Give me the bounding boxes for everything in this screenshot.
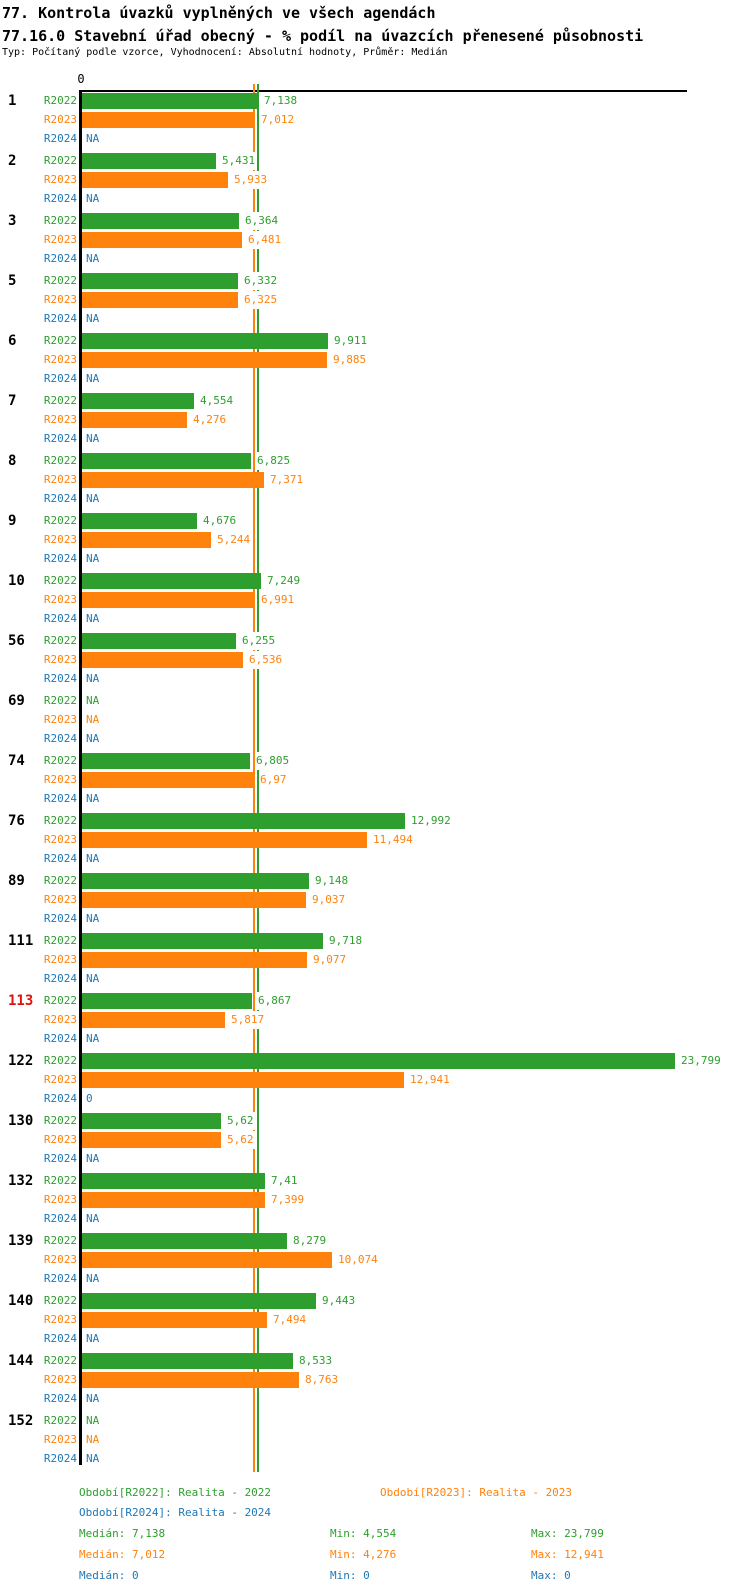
value-label-r2022: 6,255 [241,632,276,650]
bar-r2022 [82,333,328,349]
series-label-r2024: R2024 [43,672,77,685]
series-label-r2022: R2022 [43,634,77,647]
value-label-r2024: NA [85,430,100,448]
bar-r2022 [82,1053,675,1069]
series-label-r2023: R2023 [43,1313,77,1326]
series-label-r2023: R2023 [43,113,77,126]
group-id-label: 69 [8,693,25,709]
value-label-r2023: 9,077 [312,951,347,969]
bar-group-122 [0,1051,750,1111]
bar-r2022 [82,1113,221,1129]
value-label-r2022: 4,676 [202,512,237,530]
bar-group-140 [0,1291,750,1351]
series-label-r2024: R2024 [43,1092,77,1105]
value-label-r2024: NA [85,190,100,208]
stat-min-r2022: Min: 4,554 [330,1527,397,1540]
bar-r2023 [82,892,306,908]
stat-max-r2023: Max: 12,941 [531,1548,604,1561]
value-label-r2022: 9,718 [328,932,363,950]
value-label-r2023: 6,481 [247,231,282,249]
value-label-r2024: NA [85,550,100,568]
bar-r2022 [82,573,261,589]
bar-r2022 [82,753,250,769]
value-label-r2024: NA [85,910,100,928]
series-label-r2022: R2022 [43,814,77,827]
bar-r2023 [82,592,255,608]
value-label-r2023: NA [85,1431,100,1449]
value-label-r2023: 7,012 [260,111,295,129]
value-label-r2023: 11,494 [372,831,414,849]
stat-max-r2022: Max: 23,799 [531,1527,604,1540]
bar-r2022 [82,633,236,649]
group-id-label: 140 [8,1293,34,1309]
value-label-r2024: NA [85,1030,100,1048]
bar-r2023 [82,1192,265,1208]
legend-r2024: Období[R2024]: Realita - 2024 [79,1506,272,1519]
group-id-label: 111 [8,933,34,949]
value-label-r2022: 5,431 [221,152,256,170]
value-label-r2023: 5,933 [233,171,268,189]
bar-r2023 [82,472,264,488]
series-label-r2023: R2023 [43,533,77,546]
group-id-label: 9 [8,513,17,529]
value-label-r2024: NA [85,1330,100,1348]
value-label-r2022: NA [85,1412,100,1430]
value-label-r2022: 6,364 [244,212,279,230]
value-label-r2022: 7,41 [270,1172,299,1190]
bar-r2022 [82,1353,293,1369]
value-label-r2023: 9,037 [311,891,346,909]
report-subtitle: 77.16.0 Stavební úřad obecný - % podíl na úvazcích přenesené působnosti [2,27,644,45]
value-label-r2022: 6,805 [255,752,290,770]
series-label-r2023: R2023 [43,953,77,966]
bar-r2023 [82,112,255,128]
series-label-r2023: R2023 [43,413,77,426]
series-label-r2024: R2024 [43,192,77,205]
series-label-r2022: R2022 [43,1174,77,1187]
report-title: 77. Kontrola úvazků vyplněných ve všech agendách [2,4,436,22]
bar-r2023 [82,412,187,428]
series-label-r2022: R2022 [43,514,77,527]
series-label-r2024: R2024 [43,1392,77,1405]
series-label-r2024: R2024 [43,1332,77,1345]
stat-min-r2023: Min: 4,276 [330,1548,397,1561]
value-label-r2023: 6,991 [260,591,295,609]
bar-r2022 [82,513,197,529]
bar-group-111 [0,931,750,991]
series-label-r2024: R2024 [43,312,77,325]
series-label-r2024: R2024 [43,1452,77,1465]
value-label-r2024: NA [85,610,100,628]
series-label-r2023: R2023 [43,1253,77,1266]
series-label-r2024: R2024 [43,1152,77,1165]
series-label-r2024: R2024 [43,372,77,385]
series-label-r2023: R2023 [43,1373,77,1386]
value-label-r2023: 8,763 [304,1371,339,1389]
bar-r2022 [82,1173,265,1189]
value-label-r2024: NA [85,1210,100,1228]
series-label-r2022: R2022 [43,754,77,767]
bar-r2022 [82,273,238,289]
series-label-r2022: R2022 [43,1114,77,1127]
value-label-r2022: 8,279 [292,1232,327,1250]
group-id-label: 89 [8,873,25,889]
value-label-r2024: NA [85,670,100,688]
group-id-label: 6 [8,333,17,349]
value-label-r2023: 10,074 [337,1251,379,1269]
bar-group-7 [0,391,750,451]
value-label-r2024: NA [85,1450,100,1468]
series-label-r2022: R2022 [43,394,77,407]
group-id-label: 2 [8,153,17,169]
series-label-r2022: R2022 [43,874,77,887]
group-id-label: 74 [8,753,25,769]
value-label-r2022: 6,825 [256,452,291,470]
value-label-r2022: 9,148 [314,872,349,890]
bar-r2023 [82,232,242,248]
series-label-r2024: R2024 [43,132,77,145]
value-label-r2023: 5,244 [216,531,251,549]
series-label-r2022: R2022 [43,934,77,947]
series-label-r2023: R2023 [43,293,77,306]
series-label-r2024: R2024 [43,792,77,805]
series-label-r2024: R2024 [43,612,77,625]
series-label-r2024: R2024 [43,852,77,865]
series-label-r2024: R2024 [43,1272,77,1285]
series-label-r2023: R2023 [43,773,77,786]
value-label-r2024: NA [85,730,100,748]
series-label-r2023: R2023 [43,473,77,486]
series-label-r2023: R2023 [43,1433,77,1446]
value-label-r2024: NA [85,1150,100,1168]
bar-r2023 [82,952,307,968]
group-id-label: 8 [8,453,17,469]
group-id-label: 144 [8,1353,34,1369]
value-label-r2022: 7,138 [263,92,298,110]
bar-group-132 [0,1171,750,1231]
bar-group-8 [0,451,750,511]
value-label-r2022: 4,554 [199,392,234,410]
group-id-label: 3 [8,213,17,229]
bar-r2022 [82,1233,287,1249]
bar-group-152 [0,1411,750,1471]
series-label-r2024: R2024 [43,552,77,565]
series-label-r2023: R2023 [43,893,77,906]
bar-group-74 [0,751,750,811]
value-label-r2023: 4,276 [192,411,227,429]
bar-r2023 [82,652,243,668]
bar-r2023 [82,172,228,188]
series-label-r2024: R2024 [43,732,77,745]
value-label-r2024: NA [85,250,100,268]
series-label-r2023: R2023 [43,593,77,606]
bar-r2023 [82,352,327,368]
value-label-r2022: 8,533 [298,1352,333,1370]
bar-r2023 [82,1072,404,1088]
bar-r2022 [82,213,239,229]
bar-r2023 [82,1312,267,1328]
value-label-r2022: 23,799 [680,1052,722,1070]
bar-group-56 [0,631,750,691]
value-label-r2024: NA [85,130,100,148]
value-label-r2024: NA [85,850,100,868]
value-label-r2024: NA [85,790,100,808]
series-label-r2024: R2024 [43,432,77,445]
group-id-label: 10 [8,573,25,589]
stat-max-r2024: Max: 0 [531,1569,571,1582]
legend-r2023: Období[R2023]: Realita - 2023 [380,1486,573,1499]
bar-r2023 [82,772,254,788]
series-label-r2022: R2022 [43,1294,77,1307]
group-id-label: 113 [8,993,34,1009]
value-label-r2024: 0 [85,1090,94,1108]
series-label-r2022: R2022 [43,154,77,167]
bar-r2023 [82,532,211,548]
series-label-r2022: R2022 [43,1414,77,1427]
stat-median-r2024: Medián: 0 [79,1569,139,1582]
bar-r2022 [82,153,216,169]
value-label-r2024: NA [85,970,100,988]
bar-r2022 [82,1293,316,1309]
bar-group-130 [0,1111,750,1171]
value-label-r2022: NA [85,692,100,710]
value-label-r2022: 6,867 [257,992,292,1010]
series-label-r2022: R2022 [43,994,77,1007]
group-id-label: 56 [8,633,25,649]
bar-group-1 [0,91,750,151]
series-label-r2024: R2024 [43,492,77,505]
legend-r2022: Období[R2022]: Realita - 2022 [79,1486,272,1499]
value-label-r2022: 9,443 [321,1292,356,1310]
series-label-r2022: R2022 [43,454,77,467]
series-label-r2022: R2022 [43,694,77,707]
bar-r2023 [82,1372,299,1388]
value-label-r2023: 7,371 [269,471,304,489]
value-label-r2024: NA [85,490,100,508]
value-label-r2022: 9,911 [333,332,368,350]
bar-r2023 [82,832,367,848]
bar-group-9 [0,511,750,571]
bar-group-10 [0,571,750,631]
series-label-r2022: R2022 [43,1234,77,1247]
bar-r2023 [82,1012,225,1028]
bar-group-113 [0,991,750,1051]
bar-group-2 [0,151,750,211]
series-label-r2024: R2024 [43,972,77,985]
series-label-r2024: R2024 [43,252,77,265]
series-label-r2024: R2024 [43,912,77,925]
value-label-r2023: 7,399 [270,1191,305,1209]
value-label-r2024: NA [85,1270,100,1288]
value-label-r2023: NA [85,711,100,729]
series-label-r2023: R2023 [43,233,77,246]
bar-group-76 [0,811,750,871]
group-id-label: 7 [8,393,17,409]
group-id-label: 122 [8,1053,34,1069]
series-label-r2024: R2024 [43,1032,77,1045]
bar-r2022 [82,93,258,109]
bar-r2022 [82,933,323,949]
value-label-r2023: 6,536 [248,651,283,669]
series-label-r2022: R2022 [43,1354,77,1367]
series-label-r2022: R2022 [43,214,77,227]
group-id-label: 132 [8,1173,34,1189]
bar-group-89 [0,871,750,931]
series-label-r2023: R2023 [43,833,77,846]
bar-group-5 [0,271,750,331]
value-label-r2023: 9,885 [332,351,367,369]
value-label-r2023: 7,494 [272,1311,307,1329]
stat-median-r2022: Medián: 7,138 [79,1527,166,1540]
value-label-r2024: NA [85,310,100,328]
bar-group-144 [0,1351,750,1411]
value-label-r2022: 6,332 [243,272,278,290]
series-label-r2023: R2023 [43,353,77,366]
series-label-r2024: R2024 [43,1212,77,1225]
group-id-label: 130 [8,1113,34,1129]
bar-r2023 [82,1132,221,1148]
value-label-r2022: 12,992 [410,812,452,830]
series-label-r2022: R2022 [43,94,77,107]
value-label-r2022: 5,62 [226,1112,255,1130]
value-label-r2024: NA [85,1390,100,1408]
series-label-r2022: R2022 [43,274,77,287]
series-label-r2022: R2022 [43,574,77,587]
bar-r2023 [82,1252,332,1268]
value-label-r2023: 5,62 [226,1131,255,1149]
series-label-r2023: R2023 [43,713,77,726]
group-id-label: 139 [8,1233,34,1249]
bar-r2022 [82,813,405,829]
series-label-r2022: R2022 [43,334,77,347]
series-label-r2023: R2023 [43,1133,77,1146]
group-id-label: 152 [8,1413,34,1429]
series-label-r2023: R2023 [43,173,77,186]
value-label-r2024: NA [85,370,100,388]
bar-group-69 [0,691,750,751]
series-label-r2023: R2023 [43,1073,77,1086]
group-id-label: 5 [8,273,17,289]
bar-group-6 [0,331,750,391]
series-label-r2022: R2022 [43,1054,77,1067]
group-id-label: 76 [8,813,25,829]
bar-r2022 [82,453,251,469]
bar-r2022 [82,873,309,889]
bar-group-3 [0,211,750,271]
stat-median-r2023: Medián: 7,012 [79,1548,166,1561]
group-id-label: 1 [8,93,17,109]
value-label-r2022: 7,249 [266,572,301,590]
report-meta: Typ: Počítaný podle vzorce, Vyhodnocení: Absolutní hodnoty, Průměr: Medián [2,47,448,58]
value-label-r2023: 5,817 [230,1011,265,1029]
value-label-r2023: 12,941 [409,1071,451,1089]
value-label-r2023: 6,97 [259,771,288,789]
bar-r2023 [82,292,238,308]
bar-r2022 [82,993,252,1009]
stat-min-r2024: Min: 0 [330,1569,370,1582]
bar-r2022 [82,393,194,409]
series-label-r2023: R2023 [43,1193,77,1206]
x-axis-zero-label: 0 [77,72,85,86]
bar-group-139 [0,1231,750,1291]
value-label-r2023: 6,325 [243,291,278,309]
series-label-r2023: R2023 [43,653,77,666]
series-label-r2023: R2023 [43,1013,77,1026]
